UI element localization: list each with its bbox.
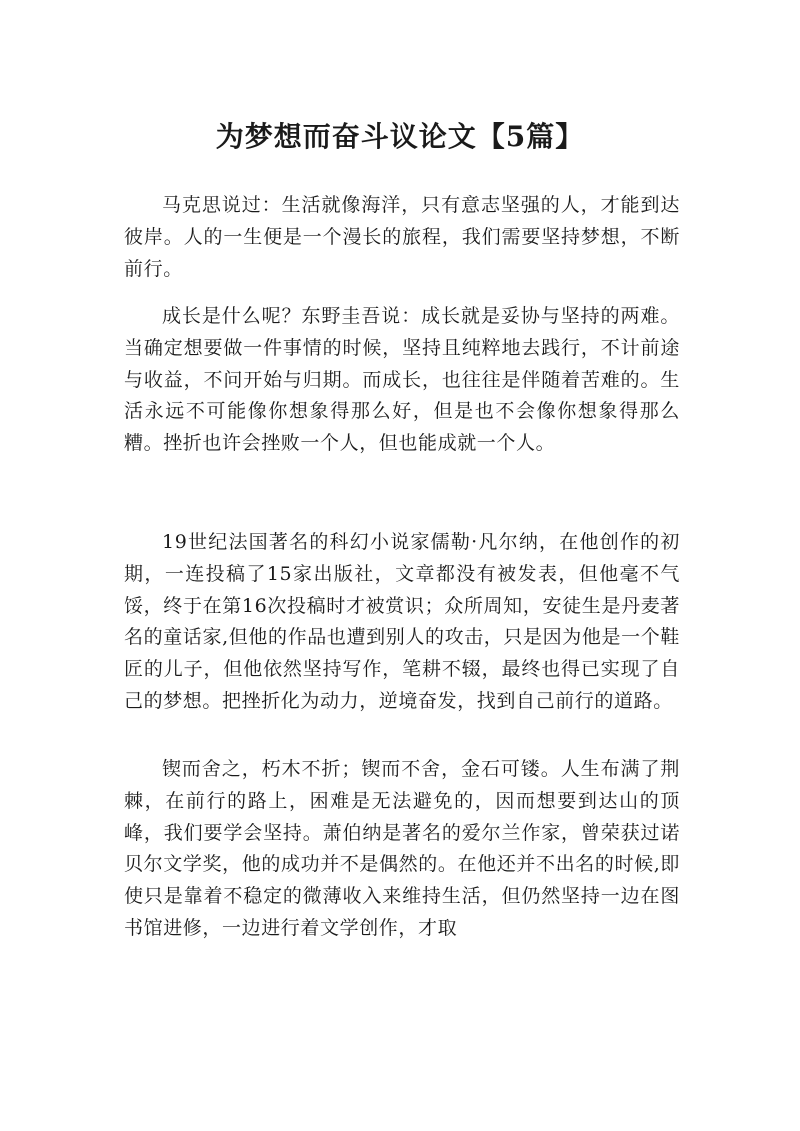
paragraph-2: 成长是什么呢？东野圭吾说：成长就是妥协与坚持的两难。当确定想要做一件事情的时候，坚持且纯粹地去践行，不计前途与收益，不问开始与归期。而成长，也往往是伴随着苦难的。生活永远不可能像你想象得那么好，但是也不会像你想象得那么糟。挫折也许会挫败一个人，但也能成就一个人。 [124, 305, 680, 455]
paragraph-3: 19世纪法国著名的科幻小说家儒勒·凡尔纳，在他创作的初期，一连投稿了15家出版社，文章都没有被发表，但他毫不气馁，终于在第16次投稿时才被赏识；众所周知，安徒生是丹麦著名的童话家,但他的作品也遭到别人的攻击，只是因为他是一个鞋匠的儿子，但他依然坚持写作，笔耕不辍，最终也得已实现了自己的梦想。把挫折化为动力，逆境奋发，找到自己前行的道路。 [124, 531, 680, 712]
paragraph-1: 马克思说过：生活就像海洋，只有意志坚强的人，才能到达彼岸。人的一生便是一个漫长的旅程，我们需要坚持梦想，不断前行。 [124, 194, 680, 280]
document-title: 为梦想而奋斗议论文【5篇】 [215, 119, 585, 153]
paragraph-4: 锲而舍之，朽木不折；锲而不舍，金石可镂。人生布满了荆棘，在前行的路上，困难是无法避免的，因而想要到达山的顶峰，我们要学会坚持。萧伯纳是著名的爱尔兰作家，曾荣获过诺贝尔文学奖，他的成功并不是偶然的。在他还并不出名的时候,即使只是靠着不稳定的微薄收入来维持生活，但仍然坚持一边在图书馆进修，一边进行着文学创作，才取 [124, 758, 680, 939]
